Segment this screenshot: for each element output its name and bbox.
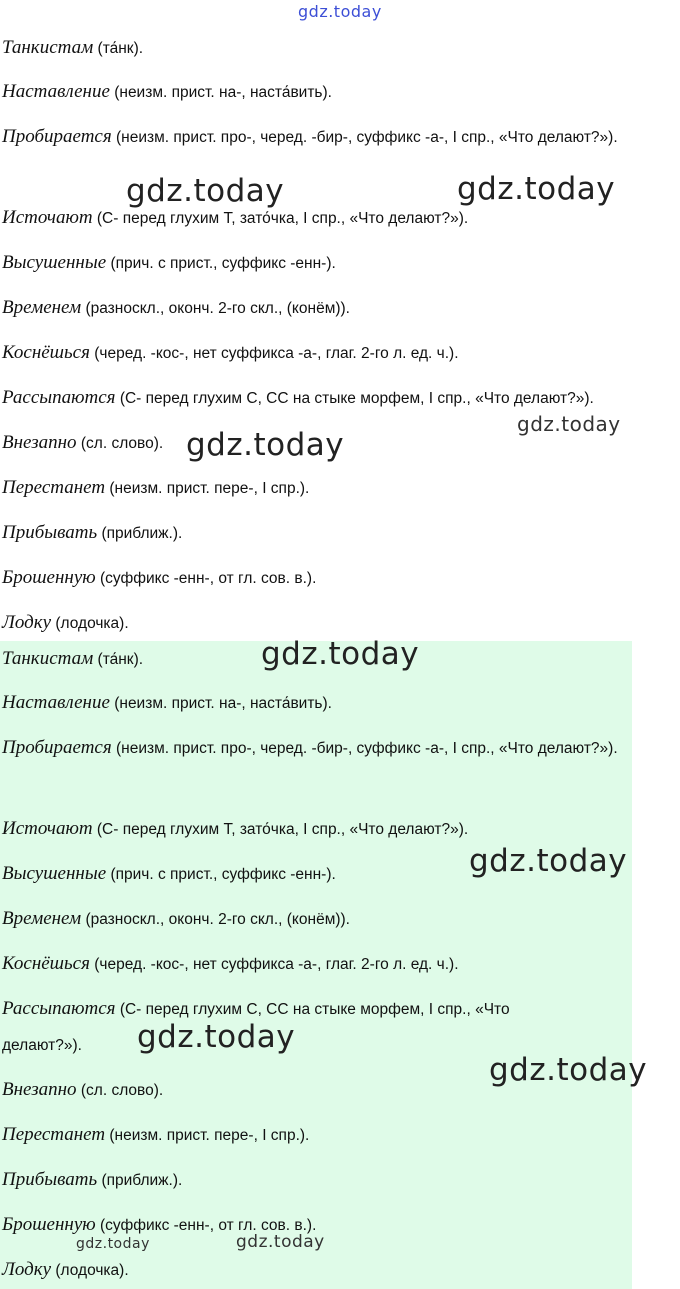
entry-note: (прич. с прист., суффикс -енн-).	[110, 866, 336, 883]
entry-word: Высушенные	[2, 252, 107, 273]
entry-word: Коснёшься	[2, 342, 90, 363]
watermark: gdz.today	[76, 1236, 150, 1252]
entry-word: Танкистам	[2, 648, 94, 669]
entry-word: Прибывать	[2, 1169, 98, 1190]
entry-word: Наставление	[2, 81, 110, 102]
entry-note: (неизм. прист. про-, черед. -бир-, суффикс -а-, I спр., «Что делают?»).	[116, 740, 618, 757]
watermark: gdz.today	[469, 843, 628, 879]
watermark: gdz.today	[137, 1019, 296, 1055]
entry-13	[2, 1252, 628, 1289]
entry-word: Лодку	[2, 612, 52, 633]
watermark: gdz.today	[126, 173, 285, 209]
entry-11	[2, 515, 676, 552]
entry-note: (неизм. прист. на-, наста́вить).	[114, 695, 332, 712]
entry-note: (лодочка).	[55, 615, 129, 632]
entry-1	[2, 30, 676, 67]
entry-word: Временем	[2, 297, 82, 318]
watermark: gdz.today	[457, 171, 616, 207]
watermark: gdz.today	[261, 636, 420, 672]
entry-note: (сл. слово).	[80, 435, 164, 452]
entry-word: Прибывать	[2, 522, 98, 543]
entry-2	[2, 74, 676, 111]
entry-note: (черед. -кос-, нет суффикса -а-, глаг. 2-го л. ед. ч.).	[94, 956, 459, 973]
entry-word: Танкистам	[2, 37, 94, 58]
entry-word: Источают	[2, 207, 93, 228]
entry-6	[2, 901, 628, 938]
entry-note: (С- перед глухим С, СС на стыке морфем, I спр., «Что делают?»).	[2, 1001, 510, 1054]
watermark: gdz.today	[489, 1052, 648, 1088]
entry-note: (С- перед глухим С, СС на стыке морфем, I спр., «Что делают?»).	[119, 390, 594, 407]
entry-note: (черед. -кос-, нет суффикса -а-, глаг. 2-го л. ед. ч.).	[94, 345, 459, 362]
entry-12	[2, 560, 676, 597]
watermark: gdz.today	[186, 427, 345, 463]
entry-word: Пробирается	[2, 737, 112, 758]
watermark-top: gdz.today	[298, 2, 382, 21]
entry-word: Пробирается	[2, 126, 112, 147]
entry-word: Высушенные	[2, 863, 107, 884]
entry-word: Внезапно	[2, 432, 77, 453]
entry-2	[2, 685, 628, 722]
entry-word: Коснёшься	[2, 953, 90, 974]
entry-10	[2, 1117, 628, 1154]
entry-note: (неизм. прист. на-, наста́вить).	[114, 84, 332, 101]
entry-11	[2, 1162, 628, 1199]
watermark: gdz.today	[236, 1232, 325, 1252]
entry-note: (неизм. прист. про-, черед. -бир-, суффикс -а-, I спр., «Что делают?»).	[116, 129, 618, 146]
entry-word: Лодку	[2, 1259, 52, 1280]
entry-7	[2, 946, 628, 983]
entry-3	[2, 119, 676, 156]
entry-word: Наставление	[2, 692, 110, 713]
entry-5	[2, 245, 676, 282]
entry-word: Брошенную	[2, 1214, 96, 1235]
entry-6	[2, 290, 676, 327]
entry-note: (суффикс -енн-, от гл. сов. в.).	[99, 1217, 317, 1234]
entry-7	[2, 335, 676, 372]
entry-note: (неизм. прист. пере-, I спр.).	[109, 480, 310, 497]
entry-note: (суффикс -енн-, от гл. сов. в.).	[99, 570, 317, 587]
entry-10	[2, 470, 676, 507]
entry-note: (прич. с прист., суффикс -енн-).	[110, 255, 336, 272]
entry-note: (С- перед глухим Т, зато́чка, I спр., «Что делают?»).	[96, 210, 469, 227]
entry-note: (та́нк).	[97, 651, 144, 668]
watermark: gdz.today	[517, 412, 621, 436]
entry-word: Рассыпаются	[2, 387, 116, 408]
entry-3	[2, 730, 628, 767]
entry-note: (С- перед глухим Т, зато́чка, I спр., «Что делают?»).	[96, 821, 469, 838]
answer-section-2	[0, 641, 632, 1289]
entry-word: Внезапно	[2, 1079, 77, 1100]
entry-note: (лодочка).	[55, 1262, 129, 1279]
entry-note: (неизм. прист. пере-, I спр.).	[109, 1127, 310, 1144]
entry-word: Перестанет	[2, 1124, 106, 1145]
entry-word: Источают	[2, 818, 93, 839]
entry-note: (приближ.).	[101, 525, 183, 542]
entry-note: (та́нк).	[97, 40, 144, 57]
entry-note: (сл. слово).	[80, 1082, 164, 1099]
entry-word: Брошенную	[2, 567, 96, 588]
entry-word: Перестанет	[2, 477, 106, 498]
entry-note: (разноскл., оконч. 2-го скл., (конём)).	[85, 300, 350, 317]
entry-note: (приближ.).	[101, 1172, 183, 1189]
entry-word: Рассыпаются	[2, 998, 116, 1019]
entry-word: Временем	[2, 908, 82, 929]
entry-note: (разноскл., оконч. 2-го скл., (конём)).	[85, 911, 350, 928]
